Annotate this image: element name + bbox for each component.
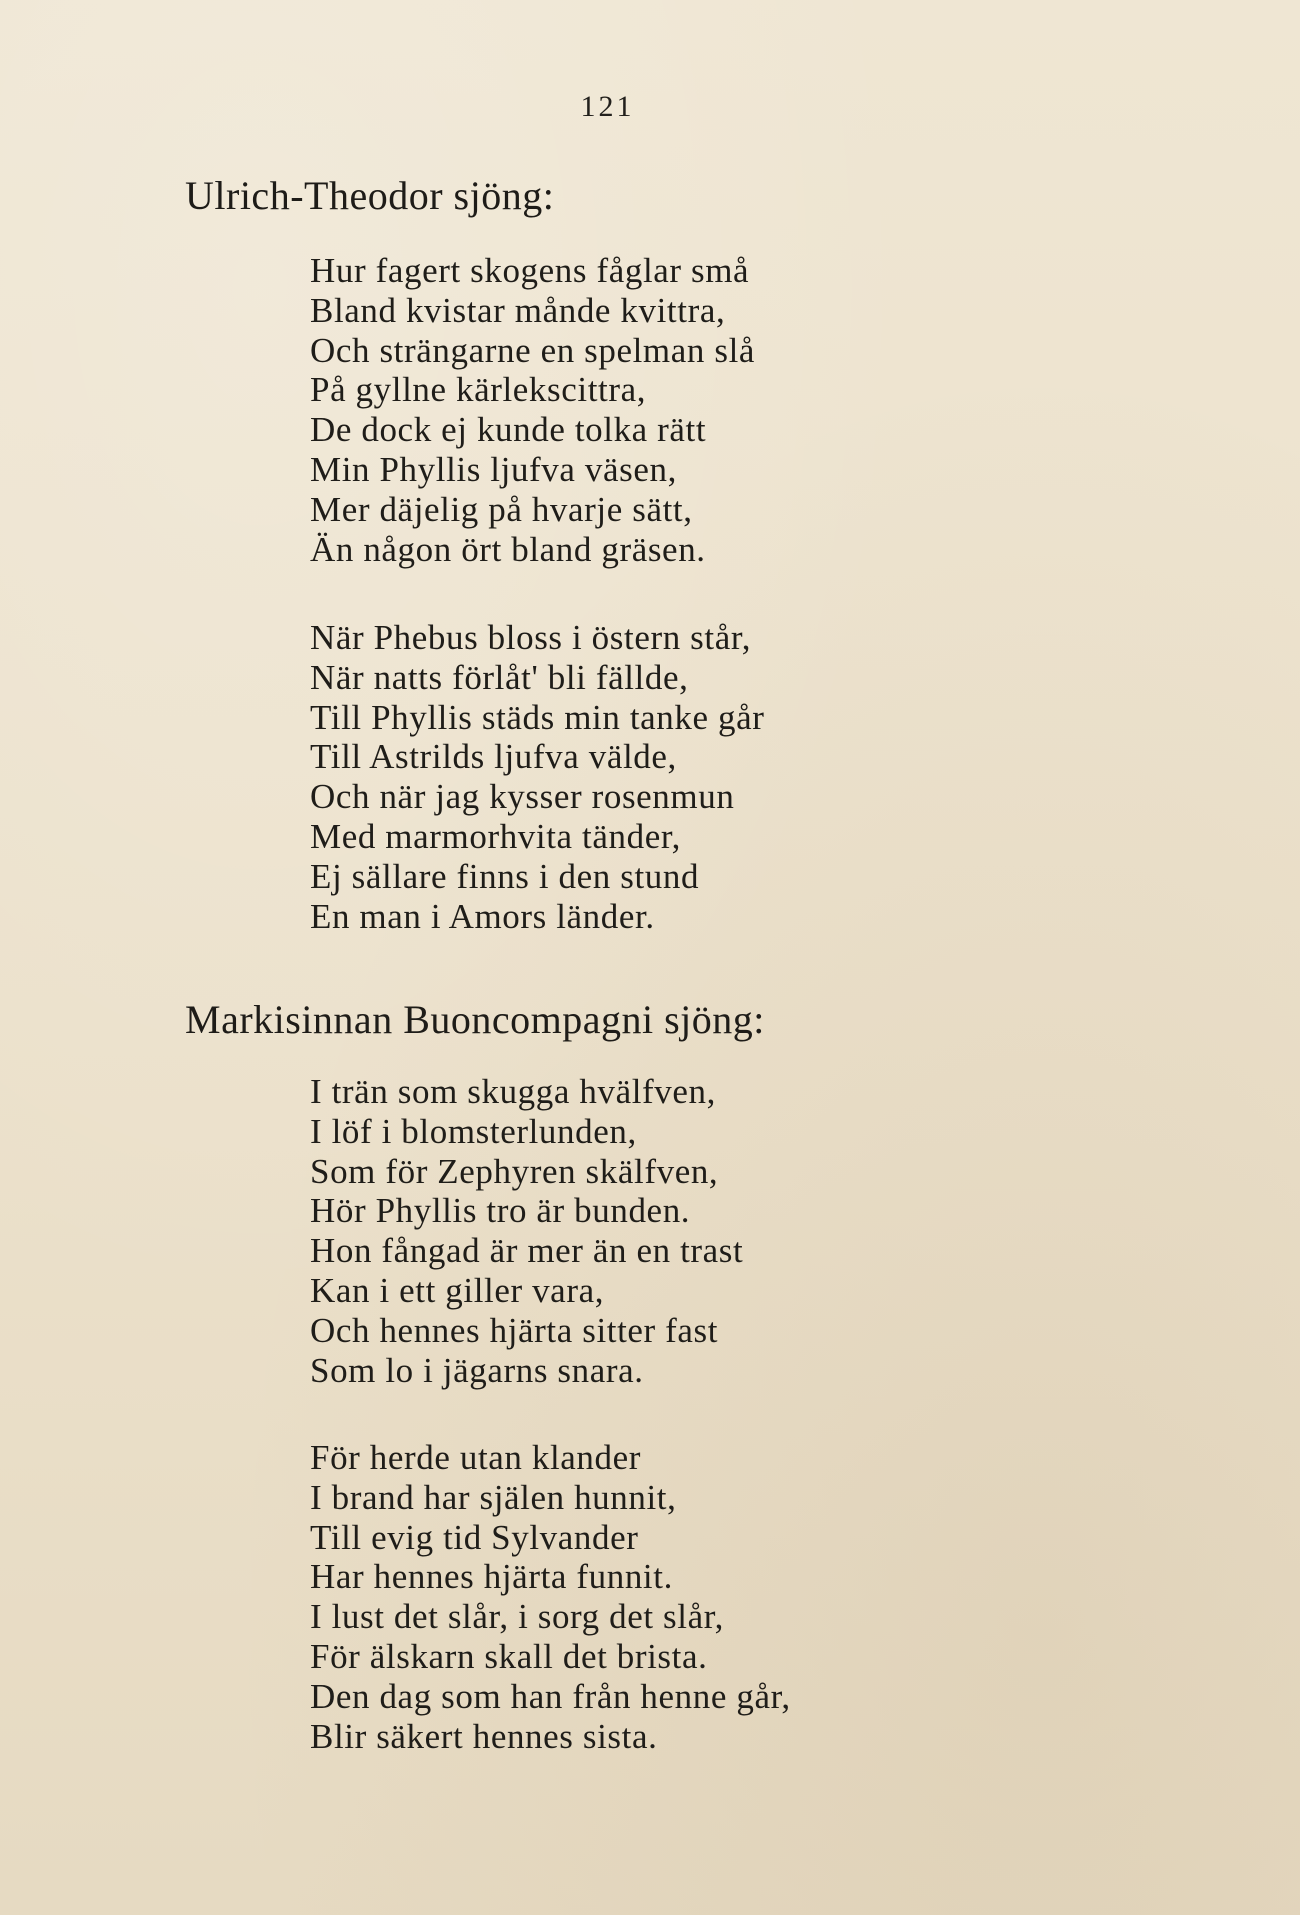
verse-line: Har hennes hjärta funnit. (310, 1557, 673, 1597)
verse-line: Som lo i jägarns snara. (310, 1350, 644, 1390)
stanza-4 (310, 1438, 791, 1756)
stanza-2 (310, 618, 764, 936)
verse-line: På gyllne kärlekscittra, (310, 370, 647, 410)
verse-line: I brand har själen hunnit, (310, 1477, 677, 1517)
verse-line: Hör Phyllis tro är bunden. (310, 1191, 691, 1231)
verse-line: För älskarn skall det brista. (310, 1636, 708, 1676)
verse-line: Min Phyllis ljufva väsen, (310, 449, 677, 489)
verse-line: Hur fagert skogens fåglar små (310, 251, 750, 290)
verse-line: När natts förlåt' bli fällde, (310, 657, 689, 697)
verse-line: De dock ej kunde tolka rätt (310, 410, 707, 450)
verse-line: Och strängarne en spelman slå (310, 330, 756, 370)
page-number: 121 (580, 90, 635, 123)
verse-line: Ej sällare finns i den stund (310, 856, 700, 896)
verse-line: I trän som skugga hvälfven, (310, 1072, 716, 1111)
verse-line: Och hennes hjärta sitter fast (310, 1310, 719, 1350)
speaker-heading-markisinnan: Markisinnan Buoncompagni sjöng: (185, 997, 765, 1042)
verse-line: För herde utan klander (310, 1438, 642, 1477)
stanza-1 (310, 251, 755, 569)
verse-line: Den dag som han från henne går, (310, 1676, 791, 1716)
verse-line: Kan i ett giller vara, (310, 1270, 605, 1310)
stanza-3 (310, 1072, 743, 1390)
verse-line: Än någon ört bland gräsen. (310, 529, 706, 569)
verse-line: När Phebus bloss i östern står, (310, 618, 752, 657)
verse-line: Och när jag kysser rosenmun (310, 777, 735, 817)
verse-line: Blir säkert hennes sista. (310, 1716, 658, 1756)
verse-line: I löf i blomsterlunden, (310, 1111, 637, 1151)
verse-line: Mer däjelig på hvarje sätt, (310, 489, 693, 529)
verse-line: En man i Amors länder. (310, 896, 655, 936)
verse-line: Till evig tid Sylvander (310, 1517, 639, 1557)
verse-line: Bland kvistar månde kvittra, (310, 290, 726, 330)
verse-line: Till Astrilds ljufva välde, (310, 737, 677, 777)
verse-line: Hon fångad är mer än en trast (310, 1231, 744, 1271)
verse-line: Med marmorhvita tänder, (310, 816, 682, 856)
verse-line: I lust det slår, i sorg det slår, (310, 1597, 724, 1637)
verse-line: Till Phyllis städs min tanke går (310, 697, 765, 737)
verse-line: Som för Zephyren skälfven, (310, 1151, 719, 1191)
speaker-heading-ulrich-theodor: Ulrich-Theodor sjöng: (185, 173, 555, 218)
